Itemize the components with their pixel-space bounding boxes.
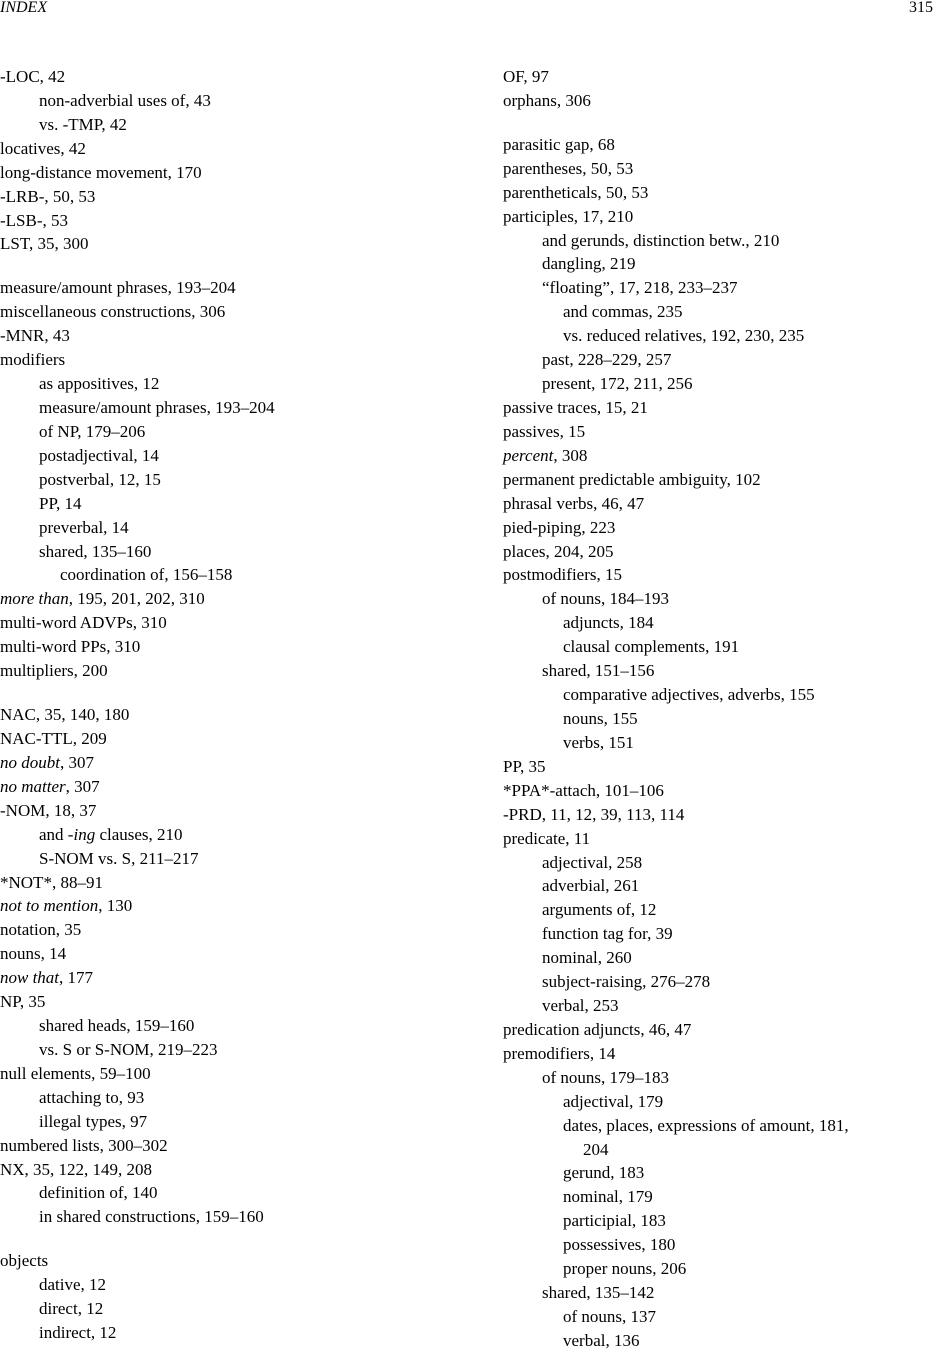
index-subentry [503,1114,935,1138]
entry-prefix: and - [39,824,74,844]
entry-text: S-NOM vs. S, 211–217 [39,848,199,868]
index-entry [0,990,440,1014]
entry-text: verbal, 136 [563,1330,640,1350]
entry-text: -NOM, 18, 37 [0,800,97,820]
entry-text: participles, 17, 210 [503,206,634,226]
index-entry [503,779,935,803]
entry-text: , 130 [98,896,133,916]
index-entry [0,185,440,209]
entry-text: , 308 [553,445,588,465]
index-entry [503,516,935,540]
entry-text: nouns, 14 [0,944,67,964]
index-entry [0,300,440,324]
index-entry [0,635,440,659]
index-entry [503,420,935,444]
index-subentry [503,1138,935,1162]
page-number: 315 [909,0,933,16]
entry-text: participial, 183 [563,1211,666,1231]
entry-text: OF, 97 [503,67,549,86]
index-subentry [0,1110,440,1134]
entry-italic-term: more than [0,589,69,609]
entry-text: adjectival, 179 [563,1091,664,1111]
index-subentry [503,635,935,659]
index-subentry [0,444,440,468]
index-subentry [0,1181,440,1205]
index-entry [503,563,935,587]
entry-text: dates, places, expressions of amount, 181, [563,1115,849,1135]
entry-text: dangling, 219 [542,254,636,274]
entry-text: indirect, 12 [39,1323,117,1343]
index-subentry [0,563,440,587]
index-subentry [503,898,935,922]
entry-italic-term: no doubt [0,752,60,772]
entry-text: vs. reduced relatives, 192, 230, 235 [563,326,805,346]
index-subentry [0,1321,440,1345]
index-entry [0,611,440,635]
entry-text: -LRB-, 50, 53 [0,186,96,206]
entry-text: *NOT*, 88–91 [0,872,103,892]
index-entry [0,65,440,89]
index-entry [503,803,935,827]
entry-text: LST, 35, 300 [0,234,89,254]
entry-text: past, 228–229, 257 [542,350,672,370]
entry-text: as appositives, 12 [39,374,160,394]
entry-text: vs. -TMP, 42 [39,114,127,134]
index-entry [503,444,935,468]
entry-text: postmodifiers, 15 [503,565,622,585]
entry-text: , 195, 201, 202, 310 [68,589,205,609]
entry-italic-term: not to mention [0,896,99,916]
index-subentry [0,89,440,113]
index-entry [503,396,935,420]
entry-text: places, 204, 205 [503,541,614,561]
index-entry [0,871,440,895]
index-entry [503,755,935,779]
running-header-title: INDEX [0,0,48,16]
index-entry [503,133,935,157]
index-subentry [503,252,935,276]
index-subentry [503,1329,935,1353]
entry-text: multi-word ADVPs, 310 [0,613,167,633]
entry-text: PP, 35 [503,756,546,776]
index-subentry [503,300,935,324]
entry-text: and gerunds, distinction betw., 210 [542,230,780,250]
entry-text: adverbial, 261 [542,876,640,896]
index-entry [0,276,440,300]
index-entry [0,727,440,751]
index-entry [0,348,440,372]
index-subentry [0,468,440,492]
entry-text: dative, 12 [39,1275,107,1295]
index-subentry [503,1161,935,1185]
index-entry [503,827,935,851]
entry-text: *PPA*-attach, 101–106 [503,780,664,800]
index-entry [503,65,935,89]
index-entry [503,1018,935,1042]
entry-text: attaching to, 93 [39,1087,145,1107]
index-entry [503,89,935,113]
entry-text: NX, 35, 122, 149, 208 [0,1159,153,1179]
index-subentry [0,396,440,420]
index-subentry [0,1086,440,1110]
index-entry [503,468,935,492]
entry-text: comparative adjectives, adverbs, 155 [563,685,815,705]
entry-text: nominal, 179 [563,1187,653,1207]
entry-text: shared, 151–156 [542,661,655,681]
index-entry [0,161,440,185]
entry-text: clauses, 210 [95,824,183,844]
index-entry [503,157,935,181]
entry-text: of nouns, 184–193 [542,589,670,609]
index-subentry [503,348,935,372]
entry-text: postverbal, 12, 15 [39,469,161,489]
entry-text: present, 172, 211, 256 [542,374,693,394]
entry-text: notation, 35 [0,920,82,940]
entry-text: -PRD, 11, 12, 39, 113, 114 [503,804,685,824]
index-subentry [0,847,440,871]
index-subentry [503,229,935,253]
index-subentry [503,994,935,1018]
index-subentry [503,276,935,300]
index-subentry [503,1257,935,1281]
index-subentry [503,683,935,707]
entry-text: proper nouns, 206 [563,1259,687,1279]
entry-text: multipliers, 200 [0,661,108,681]
index-subentry [503,851,935,875]
entry-text: nominal, 260 [542,948,632,968]
entry-text: non-adverbial uses of, 43 [39,90,211,110]
entry-text: in shared constructions, 159–160 [39,1207,264,1227]
index-subentry [503,1066,935,1090]
entry-text: null elements, 59–100 [0,1063,151,1083]
index-entry [0,703,440,727]
entry-text: verbs, 151 [563,732,634,752]
entry-text: objects [0,1251,49,1271]
section-gap [0,683,440,703]
index-subentry [0,823,440,847]
entry-text: “floating”, 17, 218, 233–237 [542,278,738,298]
index-subentry [503,946,935,970]
index-subentry [503,324,935,348]
entry-text: premodifiers, 14 [503,1043,616,1063]
index-subentry [503,611,935,635]
index-entry [0,1249,440,1273]
entry-text: subject-raising, 276–278 [542,972,711,992]
index-subentry [0,420,440,444]
entry-text: parentheses, 50, 53 [503,158,634,178]
index-subentry [0,1014,440,1038]
index-entry [0,751,440,775]
index-subentry [503,922,935,946]
index-subentry [503,874,935,898]
entry-italic-term: no matter [0,776,66,796]
index-subentry [0,492,440,516]
entry-text: shared, 135–160 [39,541,152,561]
index-entry [0,799,440,823]
index-entry [0,1062,440,1086]
entry-text: NP, 35 [0,992,46,1012]
section-gap [0,256,440,276]
section-gap [503,113,935,133]
index-entry [0,918,440,942]
entry-text: possessives, 180 [563,1235,676,1255]
entry-text: postadjectival, 14 [39,445,159,465]
entry-text: shared heads, 159–160 [39,1016,195,1036]
entry-text: -MNR, 43 [0,326,70,346]
entry-text: NAC, 35, 140, 180 [0,705,130,725]
index-subentry [0,1205,440,1229]
entry-text: passive traces, 15, 21 [503,397,648,417]
entry-text: 204 [583,1139,609,1159]
index-subentry [0,1273,440,1297]
index-subentry [503,587,935,611]
index-entry [0,324,440,348]
entry-text: preverbal, 14 [39,517,129,537]
entry-text: -LSB-, 53 [0,210,68,230]
entry-text: function tag for, 39 [542,924,673,944]
index-subentry [503,372,935,396]
index-subentry [503,1305,935,1329]
entry-text: pied-piping, 223 [503,517,616,537]
entry-text: gerund, 183 [563,1163,645,1183]
index-entry [0,894,440,918]
index-subentry [503,707,935,731]
index-subentry [503,1233,935,1257]
index-subentry [0,1038,440,1062]
entry-text: orphans, 306 [503,90,591,110]
index-entry [0,232,440,256]
entry-text: passives, 15 [503,421,586,441]
entry-text: phrasal verbs, 46, 47 [503,493,645,513]
entry-text: definition of, 140 [39,1183,158,1203]
index-entry [0,966,440,990]
index-column-left [0,65,440,1345]
index-entry [0,1134,440,1158]
index-subentry [503,970,935,994]
index-subentry [0,1297,440,1321]
index-entry [503,492,935,516]
entry-text: of nouns, 137 [563,1307,657,1327]
index-subentry [0,372,440,396]
index-entry [503,540,935,564]
entry-text: verbal, 253 [542,996,619,1016]
index-entry [503,1042,935,1066]
entry-text: adjuncts, 184 [563,613,654,633]
entry-text: arguments of, 12 [542,900,657,920]
entry-text: direct, 12 [39,1299,104,1319]
entry-text: shared, 135–142 [542,1283,655,1303]
entry-text: measure/amount phrases, 193–204 [0,278,236,298]
entry-text: modifiers [0,350,66,370]
entry-text: , 177 [59,968,94,988]
entry-italic-term: percent [503,445,554,465]
entry-italic-term: ing [73,824,96,844]
entry-text: NAC-TTL, 209 [0,728,107,748]
index-subentry [0,516,440,540]
entry-text: measure/amount phrases, 193–204 [39,397,275,417]
index-entry [0,137,440,161]
entry-text: of NP, 179–206 [39,421,146,441]
entry-text: , 307 [65,776,100,796]
index-subentry [503,731,935,755]
index-subentry [503,1090,935,1114]
entry-text: coordination of, 156–158 [60,565,233,585]
index-entry [0,659,440,683]
entry-text: numbered lists, 300–302 [0,1135,168,1155]
index-entry [0,942,440,966]
entry-text: of nouns, 179–183 [542,1067,670,1087]
entry-text: vs. S or S-NOM, 219–223 [39,1039,218,1059]
entry-text: illegal types, 97 [39,1111,148,1131]
entry-text: , 307 [59,752,94,772]
entry-text: multi-word PPs, 310 [0,637,141,657]
index-subentry [503,1209,935,1233]
entry-text: locatives, 42 [0,138,86,158]
index-subentry [503,659,935,683]
entry-text: clausal complements, 191 [563,637,740,657]
entry-italic-term: now that [0,968,60,988]
entry-text: nouns, 155 [563,708,638,728]
index-subentry [0,540,440,564]
section-gap [0,1229,440,1249]
entry-text: parasitic gap, 68 [503,134,615,154]
index-column-right [503,65,935,1353]
index-entry [0,1158,440,1182]
entry-text: miscellaneous constructions, 306 [0,302,226,322]
index-entry [503,181,935,205]
index-subentry [0,113,440,137]
index-subentry [503,1185,935,1209]
entry-text: permanent predictable ambiguity, 102 [503,469,761,489]
index-entry [503,205,935,229]
entry-text: parentheticals, 50, 53 [503,182,649,202]
index-entry [0,209,440,233]
entry-text: PP, 14 [39,493,82,513]
entry-text: -LOC, 42 [0,67,66,86]
entry-text: predication adjuncts, 46, 47 [503,1019,692,1039]
entry-text: and commas, 235 [563,302,683,322]
index-subentry [503,1281,935,1305]
entry-text: predicate, 11 [503,828,591,848]
entry-text: long-distance movement, 170 [0,162,202,182]
index-entry [0,587,440,611]
index-entry [0,775,440,799]
entry-text: adjectival, 258 [542,852,643,872]
